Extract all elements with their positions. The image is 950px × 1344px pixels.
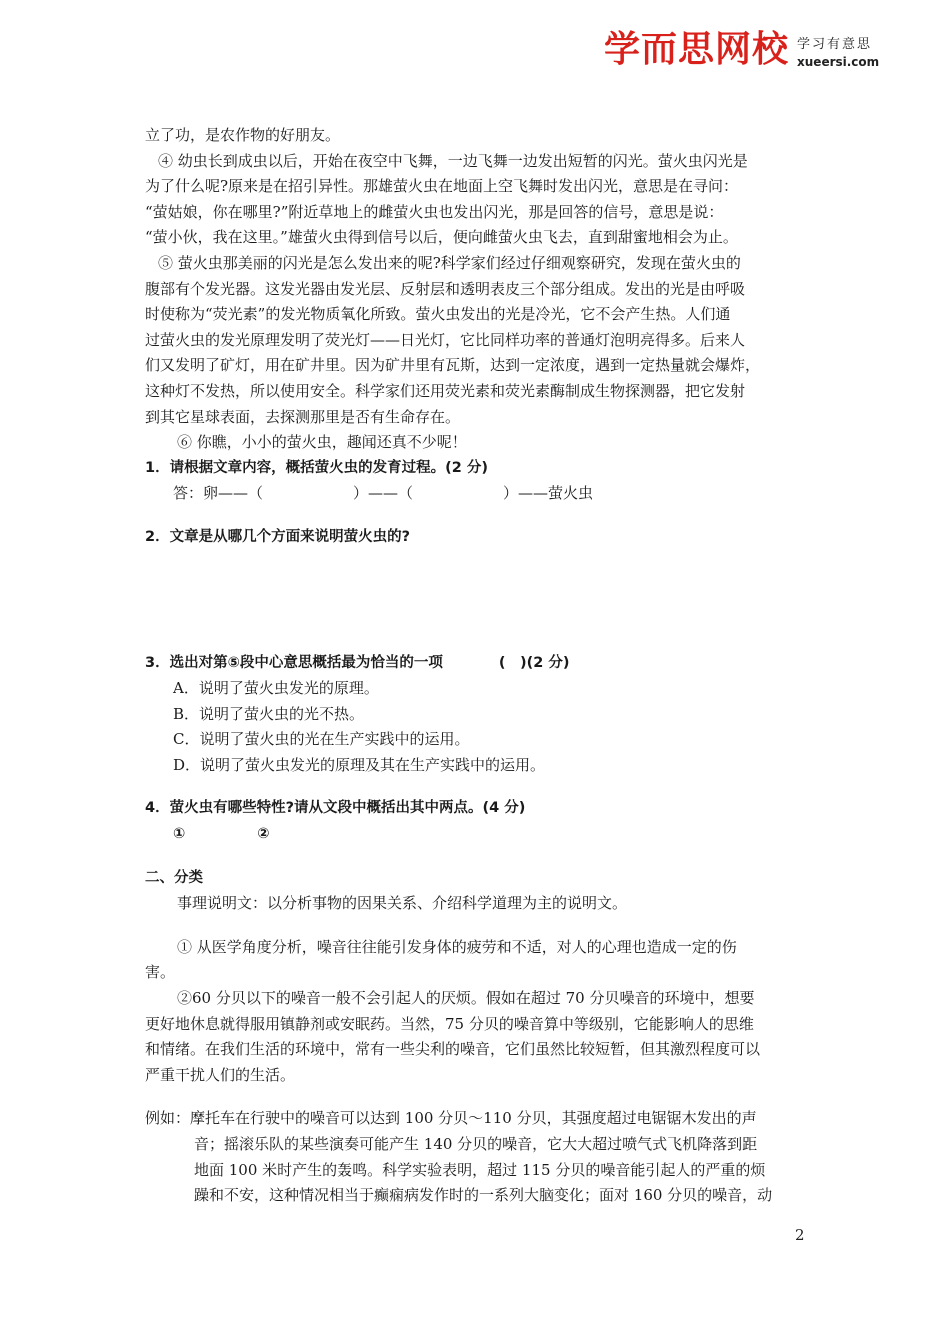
answer-space[interactable] [145,551,810,651]
example-line: 地面 100 米时产生的轰鸣。科学实验表明，超过 115 分贝的噪音能引起人的严重的烦 [194,1160,766,1179]
section-2-title: 二、分类 [145,869,203,886]
paragraph-line: 害。 [145,963,176,982]
body-line: ④ 幼虫长到成虫以后，开始在夜空中飞舞，一边飞舞一边发出短暂的闪光。萤火虫闪光是 [158,151,748,170]
answer-mid: ）——（ [353,484,414,503]
body-line: 为了什么呢?原来是在招引异性。那雄萤火虫在地面上空飞舞时发出闪光，意思是在寻问： [145,177,739,196]
paragraph-line: ① 从医学角度分析，噪音往往能引发身体的疲劳和不适，对人的心理也造成一定的伤 [177,937,737,956]
page-number: 2 [795,1226,805,1244]
body-line: 们又发明了矿灯，用在矿井里。因为矿井里有瓦斯，达到一定浓度，遇到一定热量就会爆炸， [145,356,761,375]
paragraph-line: 更好地休息就得服用镇静剂或安眠药。当然，75 分贝的噪音算中等级别，它能影响人的思维 [145,1014,754,1033]
section-2-definition: 事理说明文：以分析事物的因果关系、介绍科学道理为主的说明文。 [177,894,628,913]
document-body [145,123,810,1209]
question-3-text: 3．选出对第⑤段中心意思概括最为恰当的一项 [145,654,443,671]
question-3 [145,651,810,677]
logo-slogan: 学习有意思 [797,37,873,52]
body-line: ⑤ 萤火虫那美丽的闪光是怎么发出来的呢?科学家们经过仔细观察研究，发现在萤火虫的 [158,253,741,272]
paragraph-line: ②60 分贝以下的噪音一般不会引起人的厌烦。假如在超过 70 分贝噪音的环境中，想要 [177,989,755,1008]
blank-1-label: ① [173,826,186,843]
answer-prefix: 答：卵——（ [173,484,264,503]
example-line: 躁和不安，这种情况相当于癫痫病发作时的一系列大脑变化；面对 160 分贝的噪音，动 [194,1186,773,1205]
question-4: 4．萤火虫有哪些特性?请从文段中概括出其中两点。(4 分) [145,800,526,817]
example-line: 例如：摩托车在行驶中的噪音可以达到 100 分贝～110 分贝，其强度超过电锯锯木发出的声 [145,1109,757,1128]
body-line: “萤小伙，我在这里。”雄萤火虫得到信号以后，便向雌萤火虫飞去，直到甜蜜地相会为止。 [145,228,738,247]
question-3-mark: ( )(2 分) [498,654,570,671]
option-d: D．说明了萤火虫发光的原理及其在生产实践中的运用。 [173,755,546,774]
body-line: 到其它星球表面，去探测那里是否有生命存在。 [145,407,461,426]
logo-side [797,38,879,69]
example-line: 音；摇滚乐队的某些演奏可能产生 140 分贝的噪音，它大大超过喷气式飞机降落到距 [194,1135,758,1153]
blank-2-label: ② [257,826,270,843]
option-c: C．说明了萤火虫的光在生产实践中的运用。 [173,730,470,749]
logo-url: xueersi.com [797,55,880,69]
body-line: 这种灯不发热，所以使用安全。科学家们还用荧光素和荧光素酶制成生物探测器，把它发射 [145,381,746,400]
body-line: 腹部有个发光器。这发光器由发光层、反射层和透明表皮三个部分组成。发出的光是由呼吸 [145,279,746,298]
body-line: “萤姑娘，你在哪里?”附近草地上的雌萤火虫也发出闪光，那是回答的信号，意思是说： [145,202,724,221]
question-1-answer [145,481,810,507]
paragraph-line: 和情绪。在我们生活的环境中，常有一些尖利的噪音，它们虽然比较短暂，但其激烈程度可以 [145,1040,761,1059]
question-1: 1．请根据文章内容，概括萤火虫的发育过程。(2 分) [145,459,488,476]
body-line: 立了功，是农作物的好朋友。 [145,126,341,144]
question-4-blanks [145,822,810,848]
question-2: 2．文章是从哪几个方面来说明萤火虫的? [145,528,410,545]
body-line: 时使称为“荧光素”的发光物质氧化所致。萤火虫发出的光是冷光，它不会产生热。人们通 [145,305,731,324]
paragraph-line: 严重干扰人们的生活。 [145,1065,296,1084]
logo-text: 学而思网校 [604,29,790,70]
body-line: ⑥ 你瞧，小小的萤火虫，趣闻还真不少呢！ [177,433,467,452]
option-b: B．说明了萤火虫的光不热。 [173,704,365,723]
answer-suffix: ）——萤火虫 [503,484,594,503]
body-line: 过萤火虫的发光原理发明了荧光灯——日光灯，它比同样功率的普通灯泡明亮得多。后来人 [145,330,746,349]
brand-logo [604,28,879,76]
option-a: A．说明了萤火虫发光的原理。 [173,679,379,698]
